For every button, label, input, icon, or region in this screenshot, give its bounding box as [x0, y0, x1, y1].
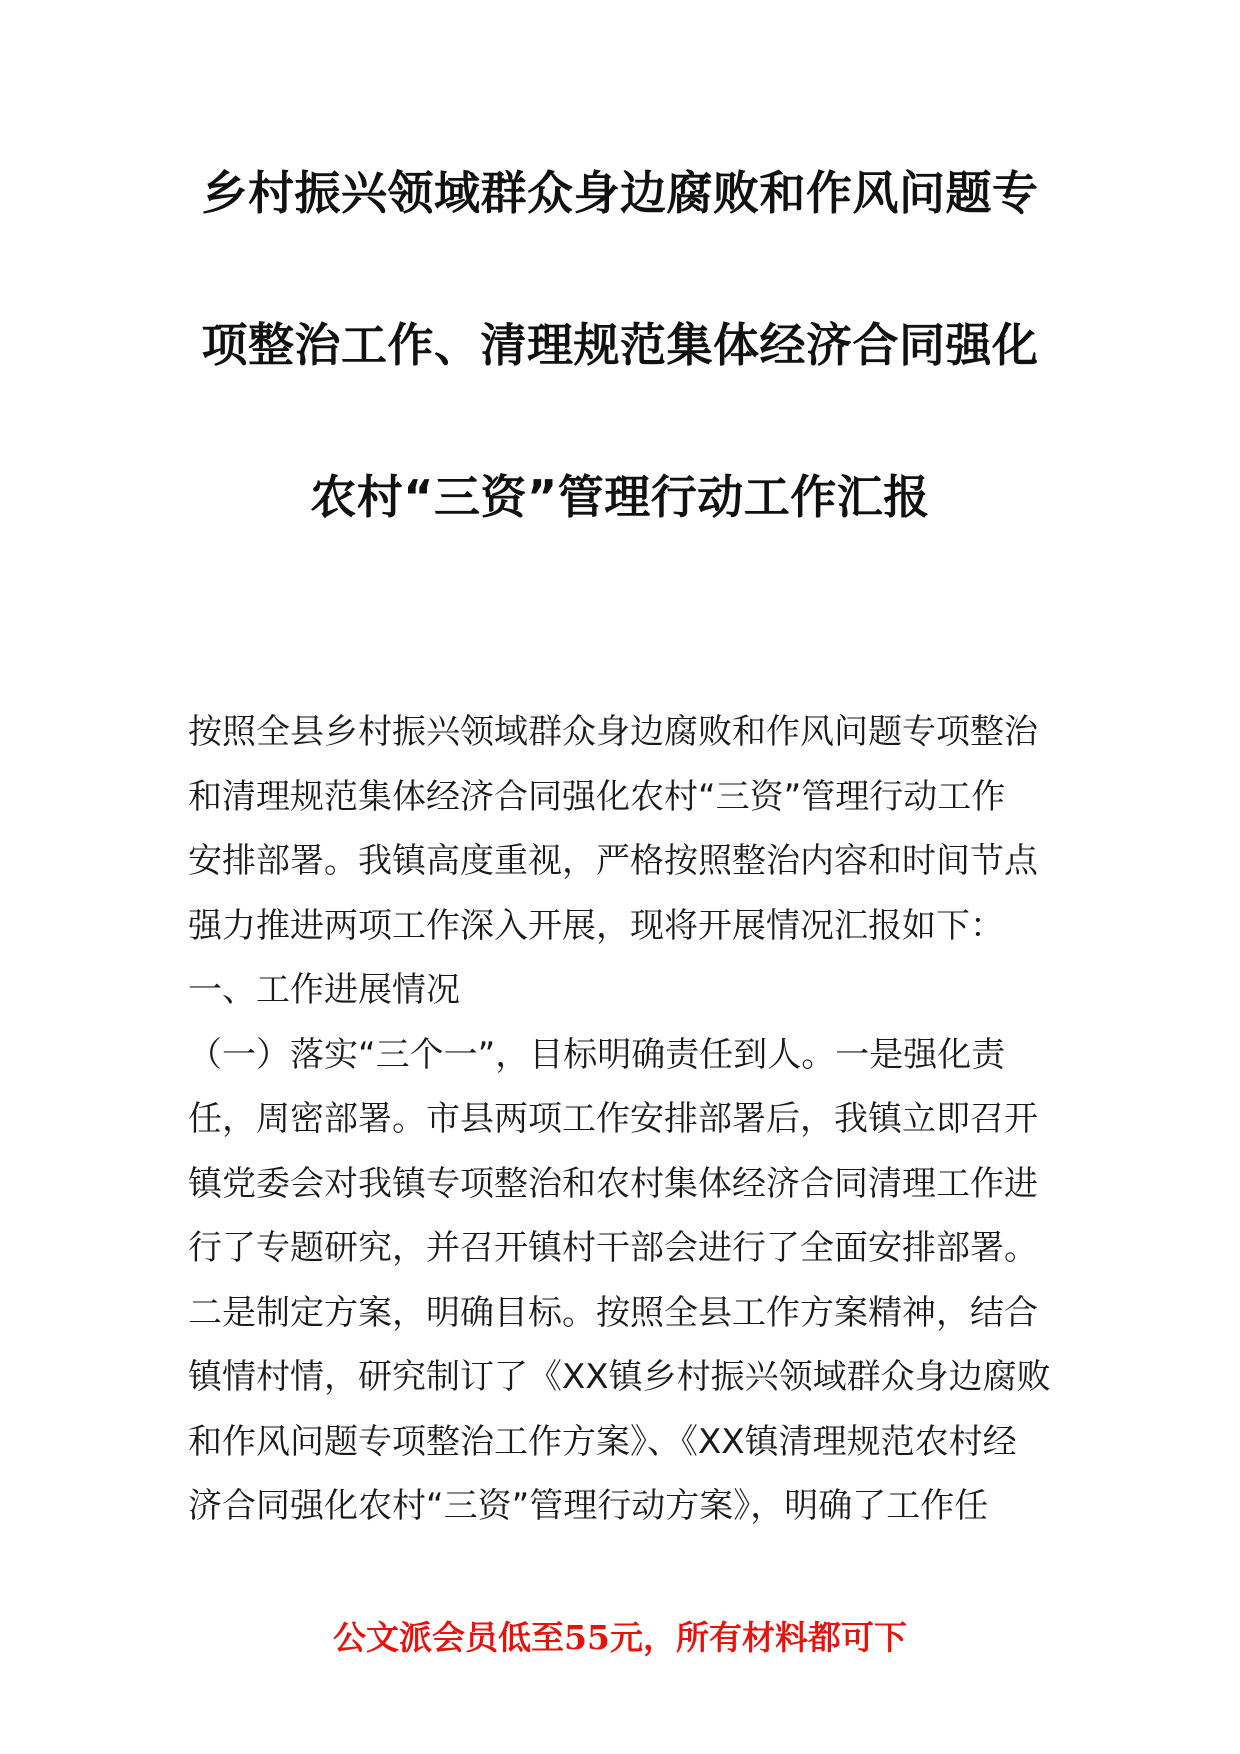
section-heading: 一、工作进展情况: [188, 970, 460, 1010]
document-body: [188, 700, 1058, 1539]
body-line: 和清理规范集体经济合同强化农村“三资”管理行动工作: [188, 776, 1006, 817]
title-line-1: 乡村振兴领域群众身边腐败和作风问题专: [201, 166, 1039, 220]
body-line: 行了专题研究，并召开镇村干部会进行了全面安排部署。: [188, 1228, 1038, 1268]
body-line: 安排部署。我镇高度重视，严格按照整治内容和时间节点: [188, 841, 1038, 881]
body-line: 镇情村情，研究制订了《XX镇乡村振兴领域群众身边腐败: [188, 1357, 1051, 1397]
title-line-3: 农村“三资”管理行动工作汇报: [310, 470, 930, 524]
body-line: 和作风问题专项整治工作方案》、《XX镇清理规范农村经: [188, 1421, 1017, 1462]
body-line: 镇党委会对我镇专项整治和农村集体经济合同清理工作进: [188, 1163, 1038, 1204]
body-line: （一）落实“三个一”，目标明确责任到人。一是强化责: [188, 1034, 1006, 1075]
body-line: 任，周密部署。市县两项工作安排部署后，我镇立即召开: [188, 1099, 1038, 1139]
body-line: 济合同强化农村“三资”管理行动方案》，明确了工作任: [188, 1486, 989, 1526]
body-line: 二是制定方案，明确目标。按照全县工作方案精神，结合: [188, 1292, 1038, 1333]
body-line: 按照全县乡村振兴领域群众身边腐败和作风问题专项整治: [188, 712, 1038, 752]
document-title: [160, 166, 1080, 524]
body-line: 强力推进两项工作深入开展，现将开展情况汇报如下：: [188, 905, 1004, 946]
footer-promo-note: 公文派会员低至55元，所有材料都可下: [333, 1618, 907, 1657]
title-line-2: 项整治工作、清理规范集体经济合同强化: [201, 318, 1039, 372]
